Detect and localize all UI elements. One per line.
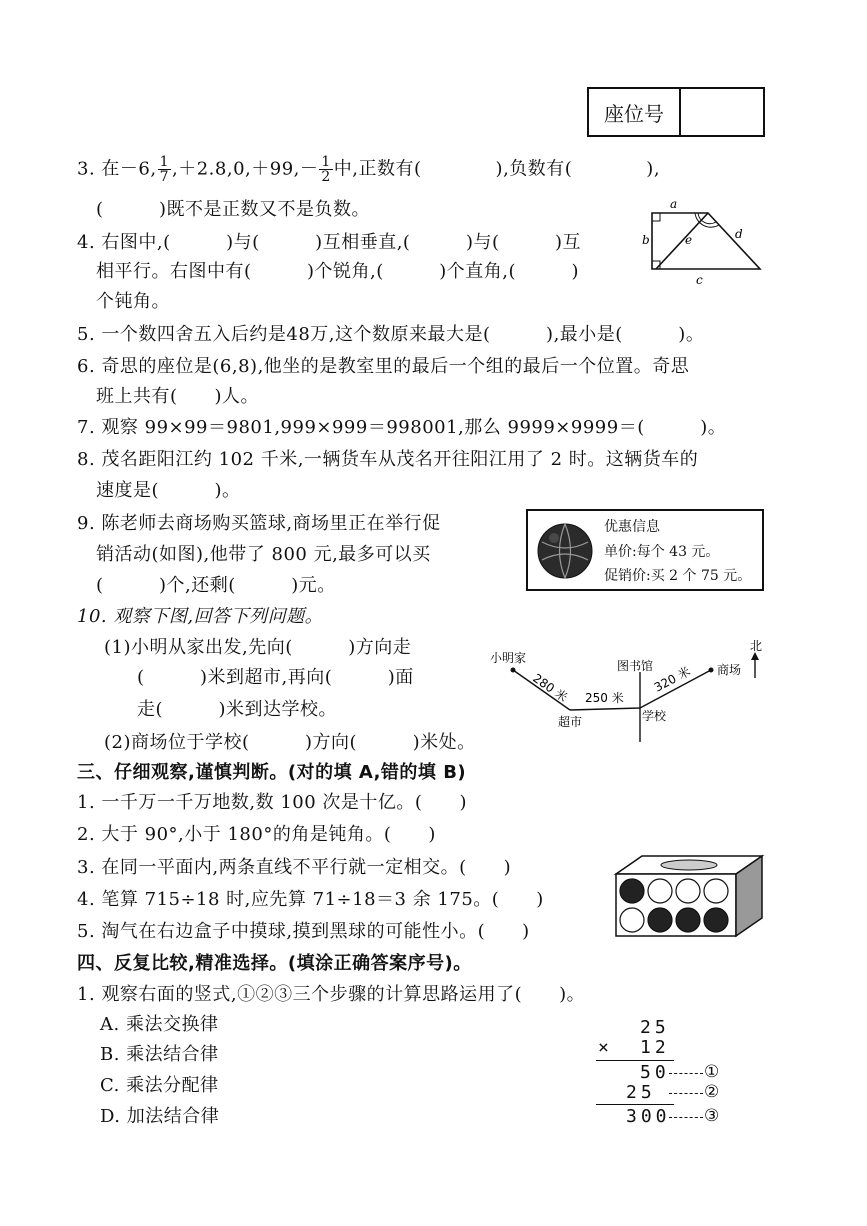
q3-text-a: 3. 在－6, xyxy=(77,158,157,180)
label-e: e xyxy=(685,233,693,247)
question-4-line-3: 个钝角。 xyxy=(96,291,170,312)
dotted-leader xyxy=(669,1117,703,1118)
section-3-item-5: 5. 淘气在右边盒子中摸球,摸到黑球的可能性小。( ) xyxy=(77,921,530,942)
route-map xyxy=(485,600,770,750)
option-d[interactable]: D. 加法结合律 xyxy=(100,1106,220,1127)
section-3-item-1: 1. 一千万一千万地数,数 100 次是十亿。( ) xyxy=(77,792,467,813)
section-4-title: 四、反复比较,精准选择。(填涂正确答案序号)。 xyxy=(77,953,472,974)
map-label-library: 图书馆 xyxy=(617,659,654,673)
label-a: a xyxy=(670,197,678,211)
route-supermarket-to-school xyxy=(570,708,640,710)
q3-text-b: ,＋2.8,0,＋99,－ xyxy=(172,158,319,180)
question-3-line-2: ( )既不是正数又不是负数。 xyxy=(96,199,371,220)
promo-title: 优惠信息 xyxy=(604,519,660,535)
section-3-title: 三、仔细观察,谨慎判断。(对的填 A,错的填 B) xyxy=(77,762,467,783)
seat-number-blank[interactable] xyxy=(681,89,763,135)
mult-step-1: 50 xyxy=(640,1062,670,1083)
fraction-one-seventh xyxy=(158,155,171,184)
home-point xyxy=(511,668,516,673)
mult-divider xyxy=(596,1060,674,1061)
black-ball-icon xyxy=(704,908,728,932)
black-ball-icon xyxy=(620,879,644,903)
question-10-1-line-2: ( )米到超市,再向( )面 xyxy=(137,667,414,688)
mult-step-3: 300 xyxy=(626,1106,671,1127)
label-d: d xyxy=(735,227,743,241)
map-distance-250: 250 米 xyxy=(585,691,624,705)
black-ball-icon xyxy=(676,908,700,932)
basketball-icon xyxy=(536,522,594,580)
label-c: c xyxy=(696,273,703,287)
white-ball-icon xyxy=(620,908,644,932)
seat-number-label: 座位号 xyxy=(589,89,681,135)
line-e xyxy=(656,213,708,269)
option-b[interactable]: B. 乘法结合律 xyxy=(100,1044,219,1065)
question-9-line-1: 9. 陈老师去商场购买篮球,商场里正在举行促 xyxy=(77,513,441,534)
map-label-supermarket: 超市 xyxy=(558,715,583,729)
question-9-line-2: 销活动(如图),他带了 800 元,最多可以买 xyxy=(96,544,431,565)
white-ball-icon xyxy=(676,879,700,903)
white-ball-icon xyxy=(648,879,672,903)
map-label-school: 学校 xyxy=(642,709,667,723)
question-10-1-line-3: 走( )米到达学校。 xyxy=(137,699,338,720)
trapezoid-outline xyxy=(652,213,760,269)
option-a[interactable]: A. 乘法交换律 xyxy=(100,1014,219,1035)
map-label-mall: 商场 xyxy=(717,663,742,677)
option-c[interactable]: C. 乘法分配律 xyxy=(100,1075,219,1096)
trapezoid-figure xyxy=(640,196,770,288)
question-10-title: 10. 观察下图,回答下列问题。 xyxy=(77,606,324,627)
question-10-1-line-1: (1)小明从家出发,先向( )方向走 xyxy=(104,637,412,658)
fraction-numerator: 1 xyxy=(321,154,331,170)
map-distance-280: 280 米 xyxy=(530,670,571,705)
map-label-home: 小明家 xyxy=(490,651,527,665)
mult-operator: × xyxy=(598,1037,613,1058)
fraction-denominator: 7 xyxy=(159,169,169,185)
north-arrow-icon xyxy=(751,652,759,660)
step-marker-3: ③ xyxy=(704,1106,720,1126)
fraction-one-half xyxy=(319,155,332,184)
section-4-question-1: 1. 观察右面的竖式,①②③三个步骤的计算思路运用了( )。 xyxy=(77,984,586,1005)
question-7-line-1: 7. 观察 99×99＝9801,999×999＝998001,那么 9999×9999＝( )。 xyxy=(77,417,727,438)
step-marker-1: ① xyxy=(704,1062,720,1082)
question-10-2-line-1: (2)商场位于学校( )方向( )米处。 xyxy=(104,732,476,753)
question-3-line-1 xyxy=(77,155,660,184)
mult-divider xyxy=(596,1104,674,1105)
right-angle-mark xyxy=(652,213,660,221)
section-3-item-3: 3. 在同一平面内,两条直线不平行就一定相交。( ) xyxy=(77,857,512,878)
question-8-line-1: 8. 茂名距阳江约 102 千米,一辆货车从茂名开往阳江用了 2 时。这辆货车的 xyxy=(77,449,699,470)
map-label-north: 北 xyxy=(750,639,763,653)
question-8-line-2: 速度是( )。 xyxy=(96,480,241,501)
fraction-numerator: 1 xyxy=(159,154,169,170)
black-ball-icon xyxy=(648,908,672,932)
step-marker-2: ② xyxy=(704,1082,720,1102)
promo-offer-price: 促销价:买 2 个 75 元。 xyxy=(604,568,752,584)
question-6-line-1: 6. 奇思的座位是(6,8),他坐的是教室里的最后一个组的最后一个位置。奇思 xyxy=(77,356,690,377)
question-6-line-2: 班上共有( )人。 xyxy=(96,386,260,407)
question-4-line-1: 4. 右图中,( )与( )互相垂直,( )与( )互 xyxy=(77,232,582,253)
question-5-line-1: 5. 一个数四舍五入后约是48万,这个数原来最大是( ),最小是( )。 xyxy=(77,324,705,345)
mult-step-2: 25 xyxy=(626,1082,656,1103)
promo-info-box xyxy=(526,509,764,591)
ball-box-figure xyxy=(612,854,768,940)
q3-text-c: 中,正数有( ),负数有( ), xyxy=(333,158,661,180)
dotted-leader xyxy=(669,1073,703,1074)
fraction-denominator: 2 xyxy=(321,169,331,185)
box-hole xyxy=(661,860,717,870)
section-3-item-2: 2. 大于 90°,小于 180°的角是钝角。( ) xyxy=(77,824,436,845)
question-9-line-3: ( )个,还剩( )元。 xyxy=(96,575,336,596)
promo-unit-price: 单价:每个 43 元。 xyxy=(604,544,720,560)
map-distance-320: 320 米 xyxy=(651,664,693,695)
dotted-leader xyxy=(669,1093,703,1094)
mult-bottom-number: 12 xyxy=(640,1037,670,1058)
seat-number-box xyxy=(587,87,765,137)
question-4-line-2: 相平行。右图中有( )个锐角,( )个直角,( ) xyxy=(96,261,580,282)
mall-point xyxy=(709,668,714,673)
label-b: b xyxy=(642,233,650,247)
mult-top-number: 25 xyxy=(640,1017,670,1038)
section-3-item-4: 4. 笔算 715÷18 时,应先算 71÷18＝3 余 175。( ) xyxy=(77,889,544,910)
white-ball-icon xyxy=(704,879,728,903)
